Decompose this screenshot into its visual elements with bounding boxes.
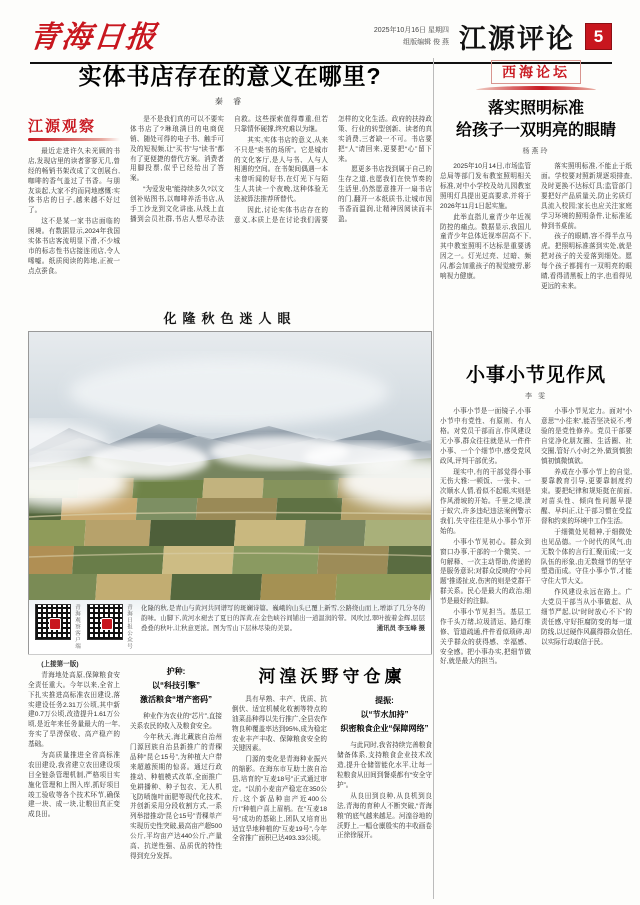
- header-meta: [374, 25, 449, 47]
- forum-article-byline: 杨燕玲: [522, 148, 550, 156]
- qr-code-icon: [87, 604, 123, 640]
- continuation-note: (上接第一版): [41, 661, 79, 668]
- style-article-body-text: 小事小节是一面镜子,小事小节中有党性、有原则、有人格。对党员干部而言,作风建设无小事,群众往往就是从一件件小事、一个个细节中,感受党风政风,评判干部优劣。 现实中,有的干部觉得小事无伤大雅:一顿饭、一张卡、一次顺水人情,看似不起眼,实则是作风滑坡的开始。千里之堤,溃于蚁穴,许多违纪违法案例警示我们,失守往往是从小事小节开始的。 小事小节见初心。群众到窗口办事,干部的一个微笑、一句解释、一次主动帮助,传递的是服务意识;对群众反映的“小问题”推诿扯皮,伤害的则是党群干群关系。民心是最大的政治,细节是最好的注脚。 小事小节见担当。基层工作千头万绪,垃圾清运、路灯维修、管道疏通,件件看似琐碎,却关乎群众的获得感、幸福感、安全感。把小事办实,把细节做好,就是最大的担当。 小事小节见定力。面对“小意思”“小往来”,能否坚决说不,考验的是党性修养。党员干部要自觉净化朋友圈、生活圈、社交圈,管好八小时之外,做到慎独慎初慎微慎欲。 养成在小事小节上的自觉,要靠教育引导,更要靠制度约束。要把纪律和规矩挺在前面,对苗头性、倾向性问题早提醒、早纠正,让干部习惯在受监督和约束的环境中工作生活。 于细微处见精神,于细微处也见品德。一个时代的风气,由无数个体的言行汇聚而成;一支队伍的形象,由无数细节的坚守塑造而成。守住小事小节,才能守住大节大义。 作风建设永远在路上。广大党员干部当从小事做起、从细节严起,以“时时放心不下”的责任感,守好拒腐防变的每一道防线,以过硬作风赢得群众信任,以实际行动取信于民。: [440, 408, 632, 666]
- column-label-jiangyuan-guancha: 江源观察: [28, 119, 97, 135]
- editor-line: 组版编辑 俊 燕: [403, 38, 449, 46]
- label-underline-swoosh: [28, 138, 120, 141]
- photo-caption-strip: [29, 600, 431, 654]
- qr-code-icon: [35, 604, 71, 640]
- forum-title-line2: 给孩子一双明亮的眼睛: [455, 121, 616, 139]
- granary-article: [28, 660, 432, 900]
- granary-body-text: [232, 695, 432, 900]
- qr-item-client: [35, 604, 81, 650]
- granary-col2-text: 种业作为农业的“芯片”,直接关系农民的收入及粮食安全。 今年秋天,海北藏族自治州门源回族自治县新推广的青稞品种“昆仑15号”,为种植大户带来超越预期的惊喜。通过行政推动、种植模式改革,全面推广免耕播种、种子包衣、无人机飞防喷施叶面肥等现代化技术,并创新采用分段收割方式,一系列举措推动“昆仑15号”青稞单产实现历史性突破,最高亩产超500公斤,平均亩产达440公斤,产量高、抗逆性强、品质优的特性得到充分发挥。: [130, 713, 222, 860]
- photo-credit: 通讯员 李玉峰 摄: [376, 624, 425, 632]
- right-column: [440, 60, 632, 895]
- forum-article-body-text: 2025年10月14日,市场监管总局等部门发布教室照明相关标准,对中小学校及幼儿园教室照明灯具提出更高要求,并将于2026年11月1日起实施。 此举直指儿童青少年近视防控的痛点。数据显示,我国儿童青少年总体近视率居高不下,其中教室照明不达标是重要诱因之一。灯光过亮、过暗、频闪,都会加重孩子的视觉疲劳,影响视力健康。 落实照明标准,不能止于纸面。学校要对照新规逐项排查,及时更换不达标灯具;监管部门要把好产品质量关,防止劣质灯具流入校园;家长也应关注家庭学习环境的照明条件,让标准延伸到书桌前。 孩子的眼睛,容不得半点马虎。把照明标准落到实处,就是把对孩子的关爱落到细处。愿每个孩子都拥有一双明亮的眼睛,看得清黑板上的字,也看得见更远的未来。: [440, 163, 632, 290]
- section-title: 江源评论: [459, 24, 575, 54]
- forum-label-swoosh: [476, 86, 596, 90]
- aerial-photo-illustration: [29, 332, 431, 600]
- style-article-byline: 李 雯: [525, 393, 547, 401]
- photo-caption-text: [141, 604, 425, 650]
- granary-col1-text: 青海地处高原,保障粮食安全责任重大。今年以来,全省上下扎实推进高标准农田建设,落实建设任务2.31万公顷,其中新建0.7万公顷,改造提升1.61万公顷,是近年来任务量最大的一年,夯实了旱涝保收、高产稳产的基础。 为高质量推进全省高标准农田建设,我省建立农田建设项目全链条管理机制,严格项目实施化管理和上图入库,抓好项目竣工验收等各个技术环节,确保建一块、成一块,让粮田真正变成良田。: [28, 671, 120, 819]
- forum-title-line1: 落实照明标准: [487, 100, 584, 117]
- column-label-xihai-forum: 西海论坛: [491, 60, 581, 84]
- granary-body-a: 具有早熟、丰产、优质、抗倒伏、适宜机械化收割等特点的油菜品种得以先行推广,全县农作物良种覆盖率达到95%,成为稳定农业丰产丰收、保障粮食安全的关键因素。 门源的变化是青海种业振兴的缩影。在海东市互助土族自治县,培育的“互麦18号”正式通过审定。“以前小麦亩产稳定在350公斤,这个新品种亩产近400公斤!”种植户喜上眉梢。在“互麦18号”成功的基础上,团队又培育出适宜旱地种植的“互麦19号”,今年全省推广面积已达493.33公顷。: [232, 696, 327, 843]
- column-divider: [433, 58, 434, 899]
- granary-body-b: 与此同时,我省持续完善粮食储备体系,支持粮食企业技术改造,提升仓储智能化水平,让每一粒粮食从田间到餐桌都有“安全守护”。 从良田到良种,从良机到良法,青海的育种人不断突破,“青海粮”的底气越来越足。河湟谷地的沃野上,一幅仓廪殷实的丰收画卷正徐徐展开。: [337, 742, 432, 840]
- qr-item-wechat: [87, 604, 133, 650]
- granary-right-block: [232, 660, 432, 900]
- lead-article: [28, 58, 432, 311]
- granary-article-title: 河湟沃野守仓廪: [258, 667, 406, 686]
- section-divider-rule: [28, 654, 432, 655]
- forum-article-title: [440, 98, 632, 141]
- lead-article-col1-text: 最近走进许久未光顾的书店,发现店里的读者寥寥无几,曾经的畅销书架改成了文创展台,咖啡的香气盖过了书香。与朋友谈起,大家不约而同地感慨:实体书店的日子,越来越不好过了。 这不是某一家书店面临的困境。有数据显示,2024年我国实体书店客流明显下滑,不少城市的标志性书店接连闭店,令人唏嘘。纸质阅读的阵地,正被一点点蚕食。: [28, 148, 120, 275]
- granary-col1: [28, 660, 120, 900]
- page-number-badge: 5: [585, 23, 612, 50]
- masthead-logo: 青海日报: [27, 21, 160, 54]
- lead-article-body-text: 是不是我们真的可以不要实体书店了?琳琅满目的电商促销、随处可得的电子书、触手可及的短视频,让“买书”与“读书”都有了更便捷的替代方案。消费者用脚投票,似乎已经给出了答案。 “为爱发电”能持续多久?以文创补贴图书,以咖啡养活书店,从手工沙龙到文化讲座,从线上直播到会员社群,书店人想尽办法自救。这些探索值得尊重,但若只靠情怀硬撑,终究难以为继。 其实,实体书店的意义,从来不只是“卖书的场所”。它是城市的文化客厅,是人与书、人与人相遇的空间。在书架间偶遇一本未曾听闻的好书,在灯光下与陌生人共读一个夜晚,这种体验无法被算法推荐所替代。 因此,讨论实体书店存在的意义,本质上是在讨论我们需要怎样的文化生活。政府的扶持政策、行业的转型创新、读者的真实消费,三者缺一不可。书店要把“人”请回来,更要把“心”留下来。 愿更多书店找到属于自己的生存之道,也愿我们在快节奏的生活里,仍然愿意推开一扇书店的门,翻开一本纸质书,让城市因书香而温润,让精神因阅读而丰盈。: [130, 116, 432, 224]
- page-header: [8, 12, 632, 62]
- qr-code-label: 青海观察客户端: [74, 604, 80, 650]
- photo-feature: [28, 308, 432, 655]
- aerial-photo: [29, 332, 431, 600]
- granary-col2: [130, 660, 222, 900]
- style-article-title: 小事小节见作风: [465, 365, 606, 387]
- photo-feature-title: 化隆秋色迷人眼: [163, 311, 297, 326]
- qr-code-label: 青海日报公众号: [126, 604, 132, 650]
- caption-body: 化隆的秋,是青山与黄河共同谱写的斑斓诗篇。巍峨的山头已覆上新雪,公路绕山而上,增添了几分冬的韵味。山脚下,黄河水褪去了夏日的浑黄,在金色峡谷间铺出一道温润的带。风吹过,翠叶披着金辉,层层叠叠的秋叶,让秋意更浓。图为雪山下层林尽染的美景。: [141, 605, 425, 632]
- lead-article-byline: 秦 睿: [214, 97, 246, 106]
- granary-subhead-boost: 提振: 以“节水加持” 织密粮食企业“保障网络”: [340, 696, 429, 733]
- granary-subhead-seed: 护种: 以“科技引擎” 激活粮食“增产密码”: [140, 667, 212, 704]
- date-line: 2025年10月16日 星期四: [373, 27, 449, 35]
- lead-article-title: 实体书店存在的意义在哪里?: [78, 63, 382, 89]
